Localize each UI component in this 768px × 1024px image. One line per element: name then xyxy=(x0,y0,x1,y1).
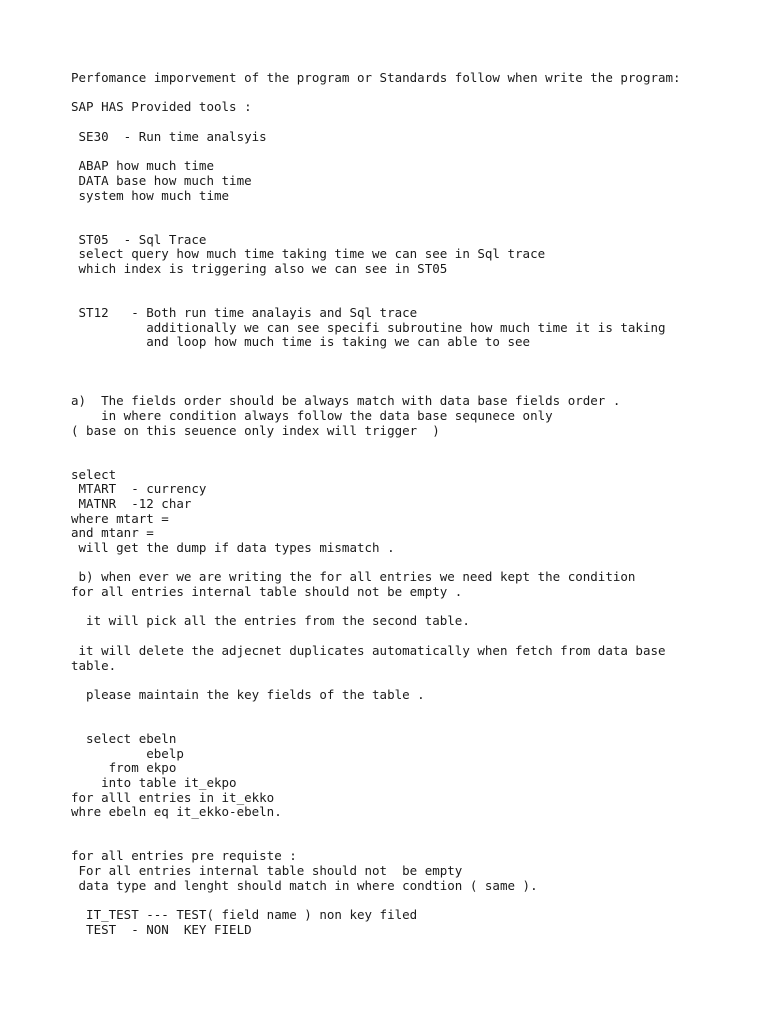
text-line: and mtanr = xyxy=(71,525,154,541)
text-line: SE30 - Run time analsyis xyxy=(71,128,267,144)
text-line xyxy=(71,673,751,688)
text-line: IT_TEST --- TEST( field name ) non key filed xyxy=(71,907,418,923)
text-line: select xyxy=(71,466,117,482)
text-line: table. xyxy=(71,657,117,673)
text-line: MTART - currency xyxy=(71,481,207,497)
text-line xyxy=(71,277,751,292)
text-line: from ekpo xyxy=(71,760,177,776)
text-line xyxy=(71,350,751,365)
text-line xyxy=(71,835,751,850)
text-line: which index is triggering also we can see in ST05 xyxy=(71,260,448,276)
text-line xyxy=(71,438,751,453)
text-line xyxy=(71,717,751,732)
text-line: whre ebeln eq it_ekko-ebeln. xyxy=(71,804,282,820)
text-line xyxy=(71,365,751,380)
text-line: where mtart = xyxy=(71,510,169,526)
text-line xyxy=(71,291,751,306)
text-line: system how much time xyxy=(71,187,230,203)
text-line: ( base on this seuence only index will trigger ) xyxy=(71,422,440,438)
text-line: a) The fields order should be always match with data base fields order . xyxy=(71,393,621,409)
text-line: b) when ever we are writing the for all entries we need kept the condition xyxy=(71,569,636,585)
text-line: it will delete the adjecnet duplicates automatically when fetch from data base xyxy=(71,642,666,658)
text-line: additionally we can see specifi subroutine how much time it is taking xyxy=(71,319,666,335)
text-line xyxy=(71,820,751,835)
text-line xyxy=(71,703,751,718)
text-line: MATNR -12 char xyxy=(71,495,192,511)
text-line: for alll entries in it_ekko xyxy=(71,789,275,805)
text-line xyxy=(71,144,751,159)
text-line: DATA base how much time xyxy=(71,172,252,188)
text-line xyxy=(71,218,751,233)
text-line xyxy=(71,556,751,571)
text-line: in where condition always follow the data base sequnece only xyxy=(71,407,553,423)
document-body xyxy=(71,71,751,938)
text-line: ST12 - Both run time analayis and Sql trace xyxy=(71,305,418,320)
text-line xyxy=(71,203,751,218)
text-line xyxy=(71,629,751,644)
text-line xyxy=(71,600,751,615)
text-line: data type and lenght should match in where condtion ( same ). xyxy=(71,877,538,893)
text-line xyxy=(71,894,751,909)
text-line: for all entries pre requiste : xyxy=(71,848,297,864)
text-line: and loop how much time is taking we can able to see xyxy=(71,334,531,350)
text-line: will get the dump if data types mismatch . xyxy=(71,540,395,555)
text-line: ST05 - Sql Trace xyxy=(71,231,207,247)
text-line: For all entries internal table should not be empty xyxy=(71,863,463,879)
text-line: ABAP how much time xyxy=(71,158,214,174)
text-line: ebelp xyxy=(71,745,184,761)
text-line: it will pick all the entries from the second table. xyxy=(71,613,470,629)
text-line: for all entries internal table should not be empty . xyxy=(71,584,463,600)
text-line: into table it_ekpo xyxy=(71,775,237,790)
text-line: TEST - NON KEY FIELD xyxy=(71,921,252,937)
text-line: please maintain the key fields of the table . xyxy=(71,686,425,702)
text-line: SAP HAS Provided tools : xyxy=(71,99,252,115)
text-line: select ebeln xyxy=(71,730,177,746)
text-line xyxy=(71,86,751,101)
text-line xyxy=(71,379,751,394)
text-line xyxy=(71,115,751,130)
text-line: Perfomance imporvement of the program or Standards follow when write the program: xyxy=(71,70,681,85)
text-line xyxy=(71,453,751,468)
text-line: select query how much time taking time we can see in Sql trace xyxy=(71,246,546,262)
